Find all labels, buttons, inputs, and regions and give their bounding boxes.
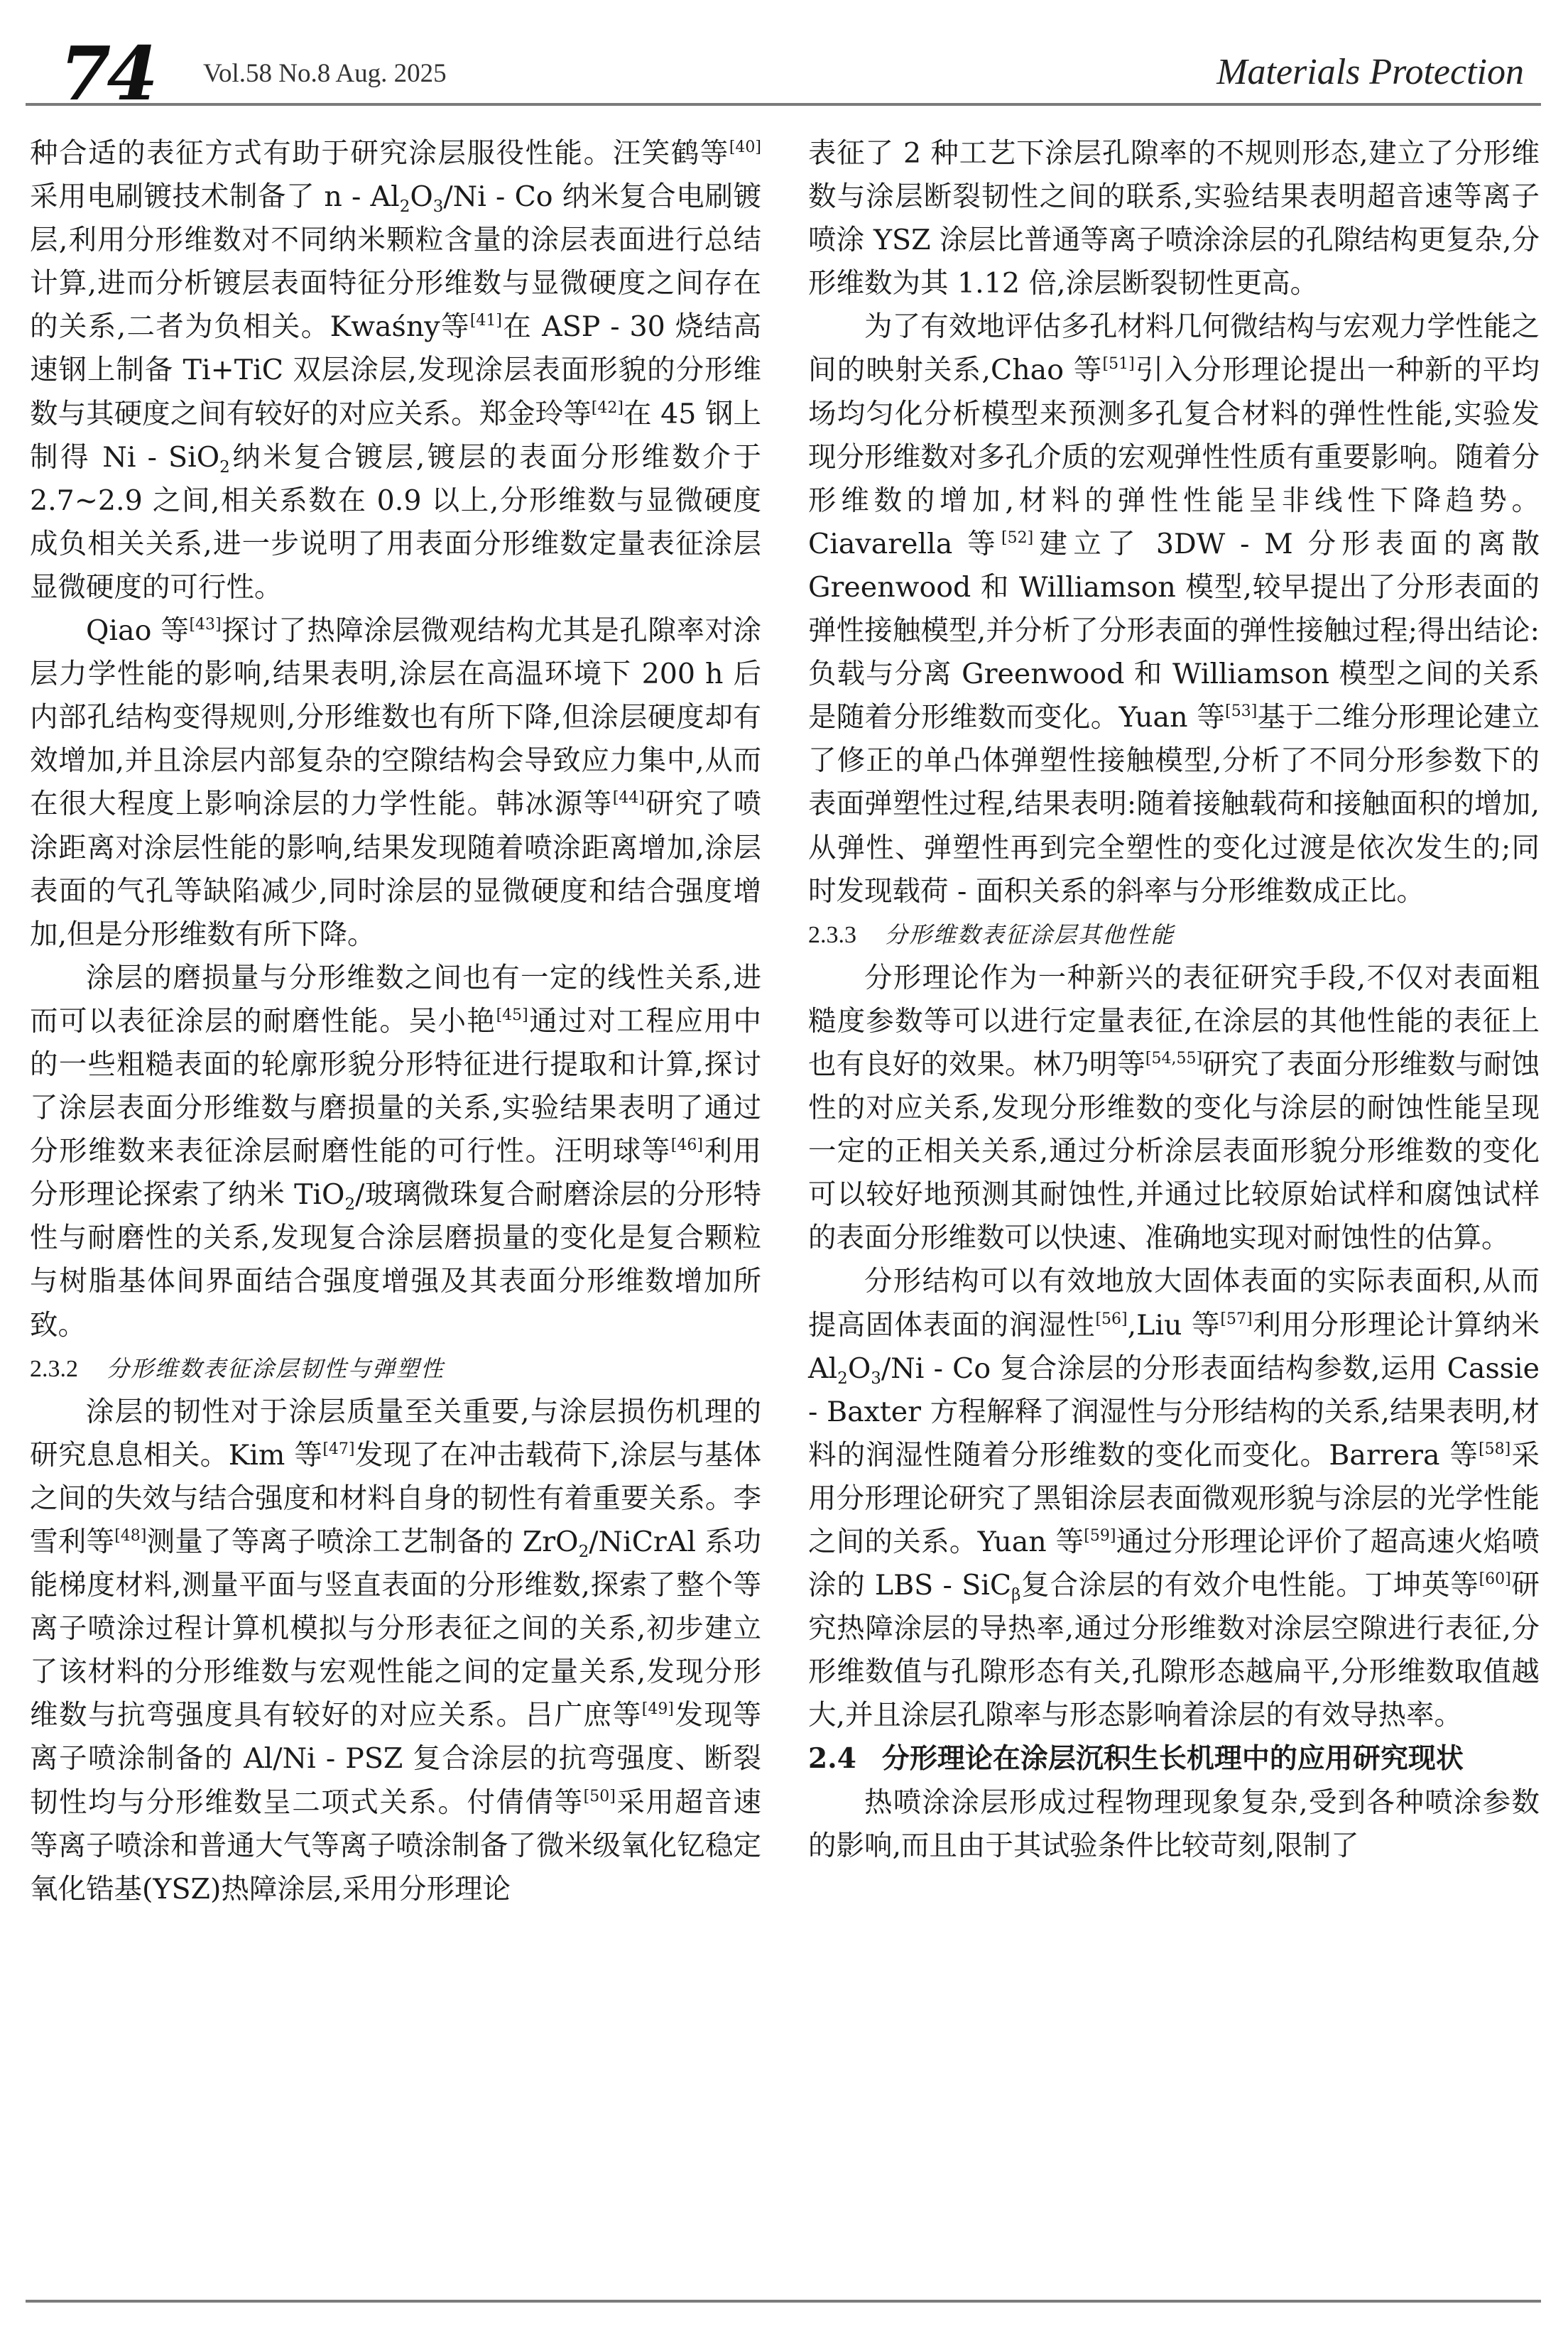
citation: [44] bbox=[612, 789, 645, 808]
citation: [53] bbox=[1225, 702, 1258, 721]
citation: [46] bbox=[670, 1136, 703, 1155]
citation: [51] bbox=[1102, 355, 1135, 374]
section-heading-2-3-2: 2.3.2 分形维数表征涂层韧性与弹塑性 bbox=[30, 1354, 445, 1382]
section-heading-2-4: 2.4 分形理论在涂层沉积生长机理中的应用研究现状 bbox=[808, 1742, 1464, 1776]
citation: [40] bbox=[729, 138, 761, 156]
citation: [41] bbox=[469, 312, 502, 330]
footer-rule bbox=[26, 2300, 1541, 2303]
journal-title: Materials Protection bbox=[1216, 52, 1524, 92]
citation: [57] bbox=[1220, 1310, 1253, 1328]
paragraph-corrosion: 分形理论作为一种新兴的表征研究手段,不仅对表面粗糙度参数等可以进行定量表征,在涂层的其他性能的表征上也有良好的效果。林乃明等[54,55]研究了表面分形维数与耐蚀性的对应关系,发现分形维数的变化与涂层的耐蚀性能呈现一定的正相关关系,通过分析涂层表面形貌分形维数的变化可以较好地预测其耐蚀性,并通过比较原始试样和腐蚀试样的表面分形维数可以快速、准确地实现对耐蚀性的估算。 bbox=[808, 961, 1540, 1255]
section-heading-2-3-3: 2.3.3 分形维数表征涂层其他性能 bbox=[808, 920, 1175, 948]
paragraph-deposition: 热喷涂涂层形成过程物理现象复杂,受到各种喷涂参数的影响,而且由于其试验条件比较苛刻,限制了 bbox=[808, 1786, 1540, 1862]
paragraph-toughness: 涂层的韧性对于涂层质量至关重要,与涂层损伤机理的研究息息相关。Kim 等[47]发现了在冲击载荷下,涂层与基体之间的失效与结合强度和材料自身的韧性有着重要关系。李雪利等[48]测量了等离子喷涂工艺制备的 ZrO$_2$/NiCrAl 系功能梯度材料,测量平面与竖直表面的分形维数,探索了整个等离子喷涂过程计算机模拟与分形表征之间的关系,初步建立了该材料的分形维数与宏观性能之间的定量关系,发现分形维数与抗弯强度具有较好的对应关系。吕广庶等[49]发现等离子喷涂制备的 Al/Ni - PSZ 复合涂层的抗弯强度、断裂韧性均与分形维数呈二项式关系。付倩倩等[50]采用超音速等离子喷涂和普通大气等离子喷涂制备了微米级氧化钇稳定氧化锆基(YSZ)热障涂层,采用分形理论 bbox=[30, 1395, 762, 1906]
citation: [58] bbox=[1479, 1440, 1511, 1458]
header-rule bbox=[26, 103, 1541, 106]
citation: [56] bbox=[1095, 1310, 1128, 1328]
paragraph-wear: 涂层的磨损量与分形维数之间也有一定的线性关系,进而可以表征涂层的耐磨性能。吴小艳[45]通过对工程应用中的一些粗糙表面的轮廓形貌分形特征进行提取和计算,探讨了涂层表面分形维数与磨损量的关系,实验结果表明了通过分形维数来表征涂层耐磨性能的可行性。汪明球等[46]利用分形理论探索了纳米 TiO$_2$/玻璃微珠复合耐磨涂层的分形特性与耐磨性的关系,发现复合涂层磨损量的变化是复合颗粒与树脂基体间界面结合强度增强及其表面分形维数增加所致。 bbox=[30, 961, 762, 1342]
citation: [54,55] bbox=[1145, 1049, 1203, 1067]
right-column bbox=[808, 132, 1540, 1868]
citation: [45] bbox=[496, 1006, 528, 1024]
left-column bbox=[30, 132, 761, 1911]
paragraph-elasticity: 为了有效地评估多孔材料几何微结构与宏观力学性能之间的映射关系,Chao 等[51]引入分形理论提出一种新的平均场均匀化分析模型来预测多孔复合材料的弹性性能,实验发现分形维数对多孔介质的宏观弹性性质有重要影响。随着分形维数的增加,材料的弹性性能呈非线性下降趋势。Ciavarella 等[52]建立了 3DW - M 分形表面的离散 Greenwood 和 Williamson 模型,较早提出了分形表面的弹性接触模型,并分析了分形表面的弹性接触过程;得出结论:负载与分离 Greenwood 和 Williamson 模型之间的关系是随着分形维数而变化。Yuan 等[53]基于二维分形理论建立了修正的单凸体弹塑性接触模型,分析了不同分形参数下的表面弹塑性过程,结果表明:随着接触载荷和接触面积的增加,从弹性、弹塑性再到完全塑性的变化过渡是依次发生的;同时发现载荷 - 面积关系的斜率与分形维数成正比。 bbox=[808, 310, 1540, 908]
citation: [48] bbox=[114, 1527, 147, 1545]
paragraph-ysz: 表征了 2 种工艺下涂层孔隙率的不规则形态,建立了分形维数与涂层断裂韧性之间的联系,实验结果表明超音速等离子喷涂 YSZ 涂层比普通等离子喷涂涂层的孔隙结构更复杂,分形维数为其 1.12 倍,涂层断裂韧性更高。 bbox=[808, 137, 1540, 300]
volume-issue: Vol.58 No.8 Aug. 2025 bbox=[203, 59, 447, 88]
paragraph-wettability: 分形结构可以有效地放大固体表面的实际表面积,从而提高固体表面的润湿性[56],Liu 等[57]利用分形理论计算纳米 $Al_2O_3/Ni$ - Co 复合涂层的分形表面结构参数,运用 Cassie - Baxter 方程解释了润湿性与分形结构的关系,结果表明,材料的润湿性随着分形维数的变化而变化。Barrera 等[58]采用分形理论研究了黑钼涂层表面微观形貌与涂层的光学性能之间的关系。Yuan 等[59]通过分形理论评价了超高速火焰喷涂的 LBS - SiC$_\beta$复合涂层的有效介电性能。丁坤英等[60]研究热障涂层的导热率,通过分形维数对涂层空隙进行表征,分形维数值与孔隙形态有关,孔隙形态越扁平,分形维数取值越大,并且涂层孔隙率与形态影响着涂层的有效导热率。 bbox=[808, 1265, 1540, 1732]
paragraph-hardness: 种合适的表征方式有助于研究涂层服役性能。汪笑鹤等[40]采用电刷镀技术制备了 n - $Al_2O_3/Ni$ - Co 纳米复合电刷镀层,利用分形维数对不同纳米颗粒含量的涂层表面进行总结计算,进而分析镀层表面特征分形维数与显微硬度之间存在的关系,二者为负相关。Kwaśny等[41]在 ASP - 30 烧结高速钢上制备 Ti+TiC 双层涂层,发现涂层表面形貌的分形维数与其硬度之间有较好的对应关系。郑金玲等[42]在 45 钢上制得 Ni - SiO$_2$纳米复合镀层,镀层的表面分形维数介于 2.7~2.9 之间,相关系数在 0.9 以上,分形维数与显微硬度成负相关关系,进一步说明了用表面分形维数定量表征涂层显微硬度的可行性。 bbox=[30, 137, 762, 604]
citation: [52] bbox=[1001, 528, 1034, 547]
citation: [50] bbox=[583, 1787, 616, 1805]
citation: [43] bbox=[189, 616, 222, 634]
page-header bbox=[26, 30, 1538, 117]
page-number: 74 bbox=[60, 30, 154, 117]
citation: [47] bbox=[322, 1440, 355, 1458]
citation: [60] bbox=[1479, 1570, 1511, 1589]
paragraph-porosity: Qiao 等[43]探讨了热障涂层微观结构尤其是孔隙率对涂层力学性能的影响,结果表明,涂层在高温环境下 200 h 后内部孔结构变得规则,分形维数也有所下降,但涂层硬度却有效增加,并且涂层内部复杂的空隙结构会导致应力集中,从而在很大程度上影响涂层的力学性能。韩冰源等[44]研究了喷涂距离对涂层性能的影响,结果发现随着喷涂距离增加,涂层表面的气孔等缺陷减少,同时涂层的显微硬度和结合强度增加,但是分形维数有所下降。 bbox=[30, 614, 762, 951]
citation: [59] bbox=[1084, 1527, 1116, 1545]
citation: [49] bbox=[641, 1700, 674, 1719]
citation: [42] bbox=[591, 398, 624, 417]
